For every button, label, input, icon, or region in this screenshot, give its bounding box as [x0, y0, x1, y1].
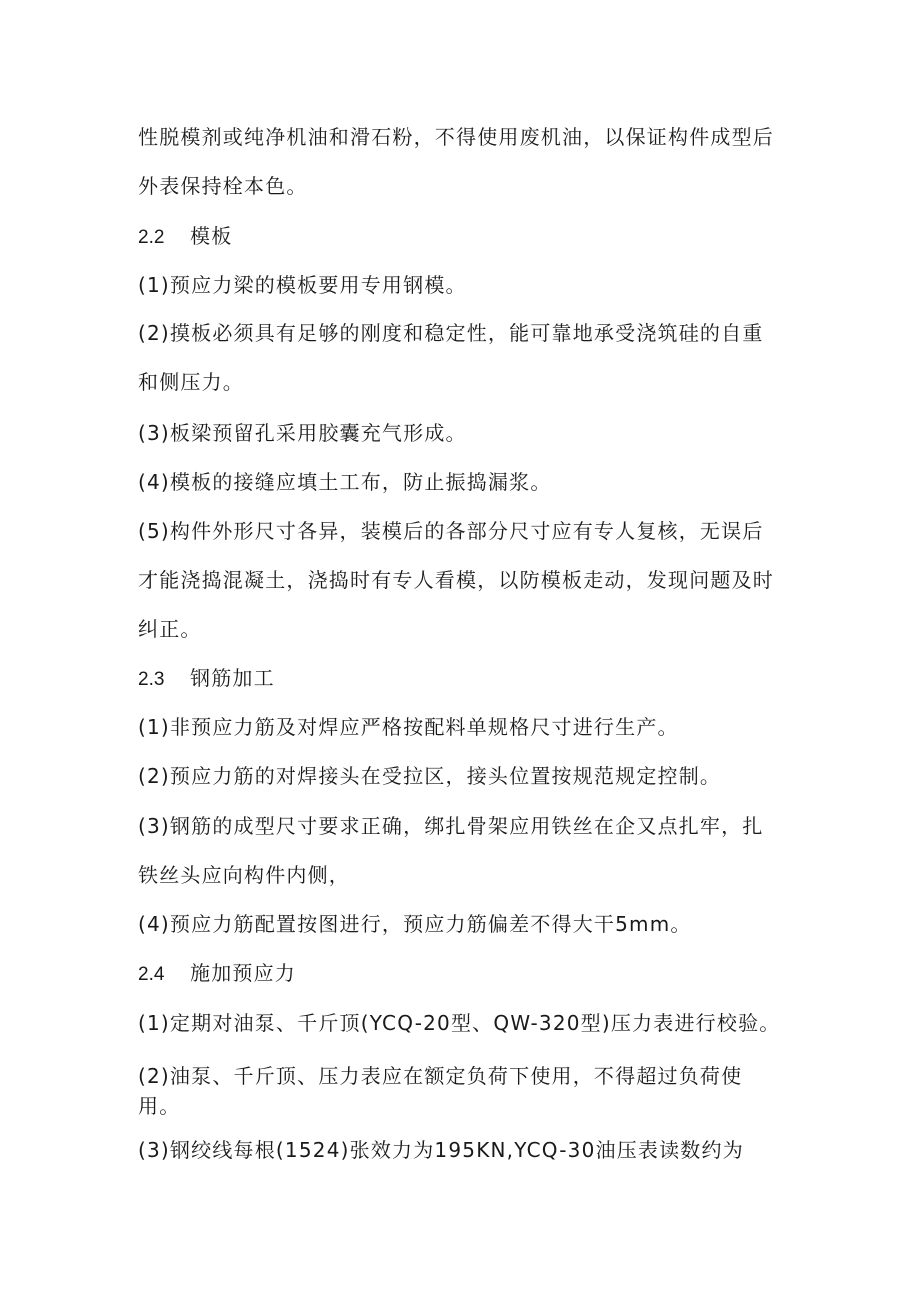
section-number: 2.4 — [138, 964, 165, 985]
list-item: (3)钢绞线每根(1524)张效力为195KN,YCQ-30油压表读数约为 — [138, 1138, 744, 1162]
section-number: 2.3 — [138, 669, 165, 690]
section-title: 模板 — [190, 224, 233, 248]
list-item: (2)摸板必须具有足够的刚度和稳定性，能可靠地承受浇筑硅的自重 — [138, 321, 764, 345]
paragraph-line: 性脱模剂或纯净机油和滑石粉，不得使用废机油，以保证构件成型后 — [138, 125, 774, 149]
paragraph-line: 外表保持栓本色。 — [138, 174, 308, 198]
paragraph-line: 纠正。 — [138, 617, 202, 641]
paragraph-line: 铁丝头应向构件内侧， — [138, 863, 350, 887]
list-item: (3)钢筋的成型尺寸要求正确，绑扎骨架应用铁丝在企又点扎牢，扎 — [138, 814, 764, 838]
paragraph-line: 和侧压力。 — [138, 370, 244, 394]
section-title: 施加预应力 — [190, 961, 296, 985]
list-item: (1)定期对油泵、千斤顶(YCQ-20型、QW-320型)压力表进行校验。 — [138, 1011, 781, 1035]
section-heading-2-4 — [138, 960, 296, 988]
list-item: (2)油泵、千斤顶、压力表应在额定负荷下使用，不得超过负荷使 — [138, 1064, 743, 1088]
paragraph-line: 才能浇捣混凝土，浇捣时有专人看模，以防模板走动，发现问题及时 — [138, 568, 774, 592]
list-item: (2)预应力筋的对焊接头在受拉区，接头位置按规范规定控制。 — [138, 764, 722, 788]
section-title: 钢筋加工 — [190, 666, 275, 690]
paragraph-line: 用。 — [138, 1094, 181, 1118]
section-number: 2.2 — [138, 227, 165, 248]
list-item: (4)预应力筋配置按图进行，预应力筋偏差不得大干5mm。 — [138, 912, 692, 936]
list-item: (1)非预应力筋及对焊应严格按配料单规格尺寸进行生产。 — [138, 715, 679, 739]
section-heading-2-2 — [138, 223, 232, 251]
list-item: (3)板梁预留孔采用胶囊充气形成。 — [138, 421, 467, 445]
list-item: (5)构件外形尺寸各异，装模后的各部分尺寸应有专人复核，无误后 — [138, 519, 764, 543]
list-item: (1)预应力梁的模板要用专用钢模。 — [138, 273, 467, 297]
list-item: (4)模板的接缝应填土工布，防止振捣漏浆。 — [138, 470, 552, 494]
section-heading-2-3 — [138, 665, 275, 693]
